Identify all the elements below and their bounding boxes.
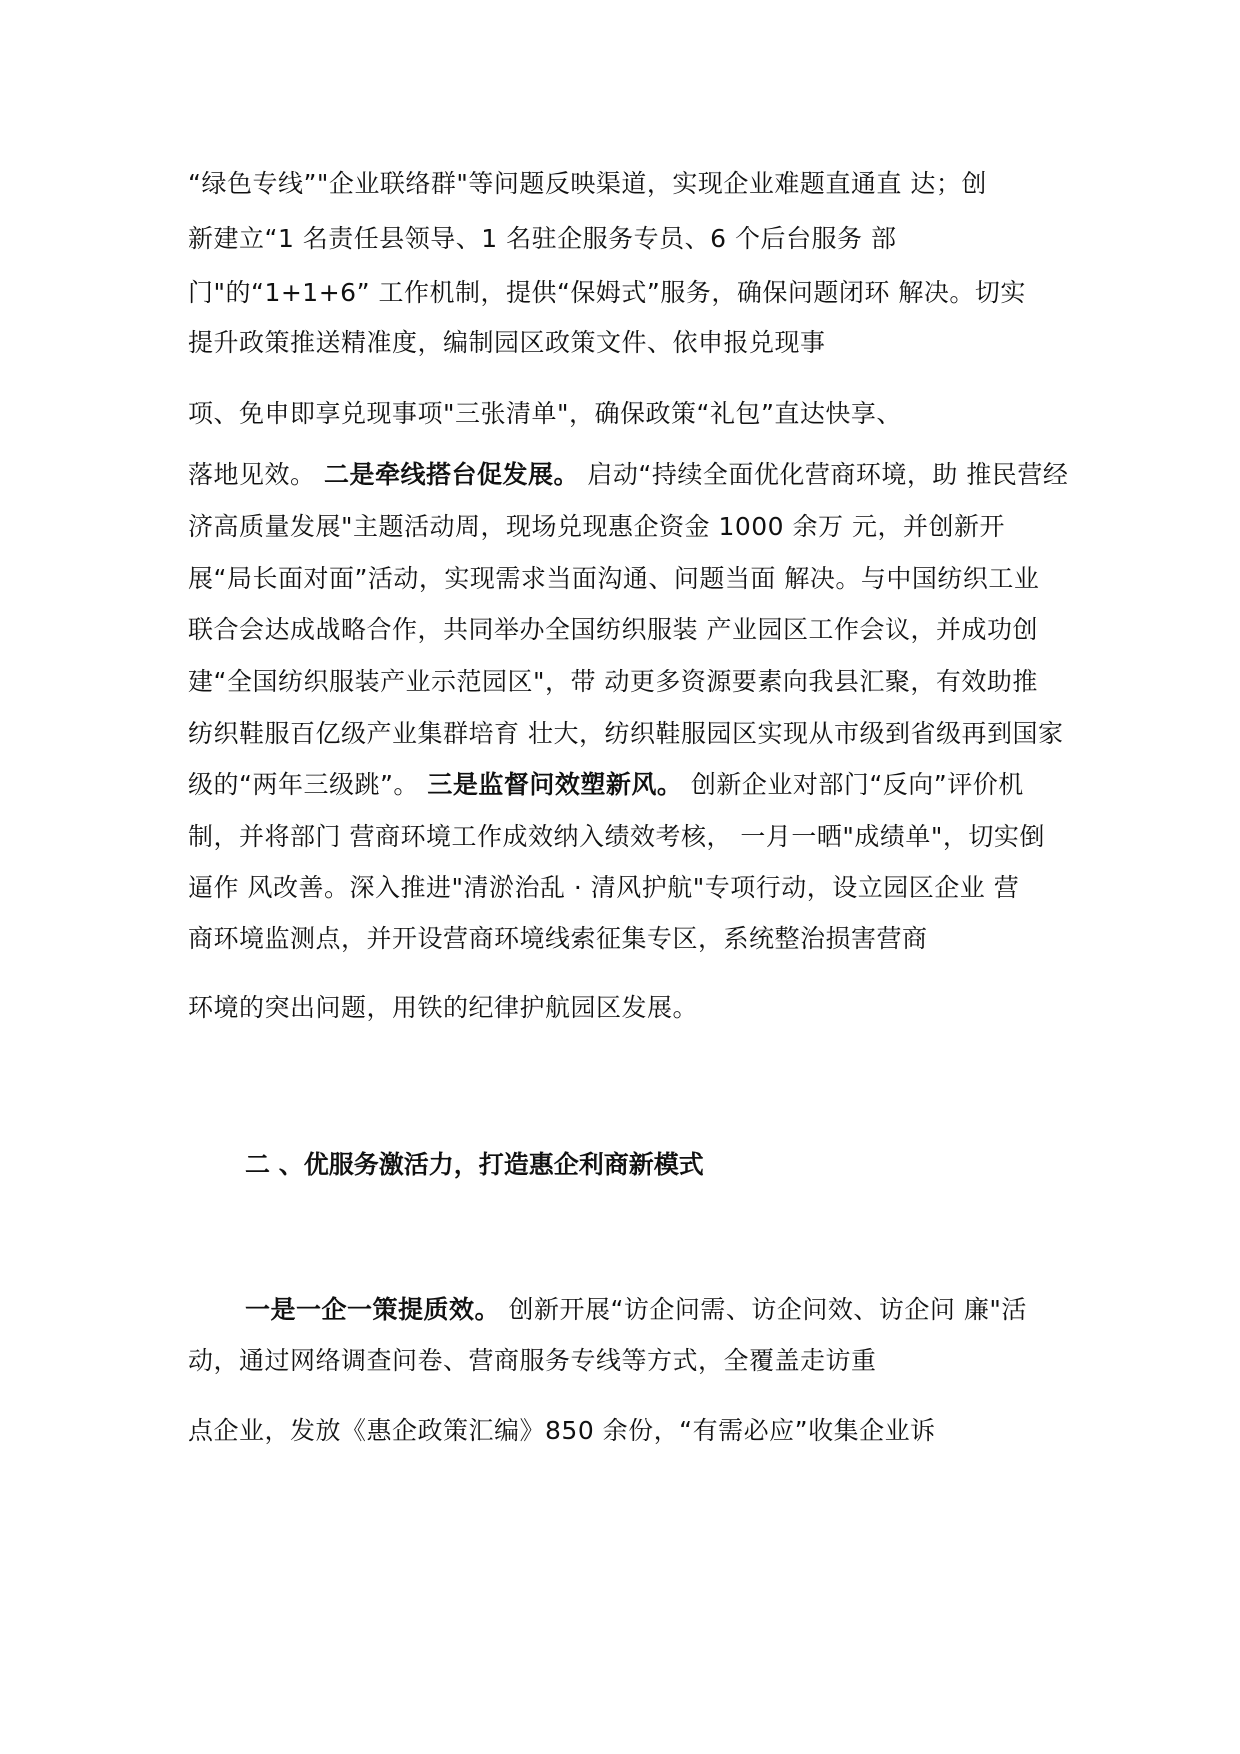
line-text: 落地见效。 <box>188 460 324 489</box>
bold-lead-phrase: 一是一企一策提质效。 <box>245 1295 501 1324</box>
paragraph-line: “绿色专线”"企业联络群"等问题反映渠道，实现企业难题直通直 达；创 <box>188 169 987 198</box>
paragraph-line: 点企业，发放《惠企政策汇编》850 余份，“有需必应”收集企业诉 <box>188 1416 936 1445</box>
line-text: 级的“两年三级跳”。 <box>188 770 428 799</box>
bold-lead-phrase: 三是监督问效塑新风。 <box>427 770 683 799</box>
paragraph-line: 纺织鞋服百亿级产业集群培育 壮大，纺织鞋服园区实现从市级到省级再到国家 <box>188 719 1064 748</box>
line-text: 启动“持续全面优化营商环境，助 推民营经 <box>578 460 1069 489</box>
paragraph-line <box>188 768 1024 802</box>
paragraph-line: 济高质量发展"主题活动周，现场兑现惠企资金 1000 余万 元，并创新开 <box>188 512 1005 541</box>
paragraph-line: 项、免申即享兑现事项"三张清单"，确保政策“礼包”直达快享、 <box>188 399 902 428</box>
paragraph-line: 制，并将部门 营商环境工作成效纳入绩效考核， 一月一晒"成绩单"，切实倒 <box>188 822 1045 851</box>
paragraph-line: 提升政策推送精准度，编制园区政策文件、依申报兑现事 <box>188 328 826 357</box>
paragraph-line: 建“全国纺织服装产业示范园区"，带 动更多资源要素向我县汇聚，有效助推 <box>188 667 1038 696</box>
paragraph-line: 门"的“1+1+6” 工作机制，提供“保姆式”服务，确保问题闭环 解决。切实 <box>188 278 1026 307</box>
paragraph-line: 展“局长面对面”活动，实现需求当面沟通、问题当面 解决。与中国纺织工业 <box>188 564 1040 593</box>
paragraph-line: 环境的突出问题，用铁的纪律护航园区发展。 <box>188 993 699 1022</box>
paragraph-line: 动，通过网络调查问卷、营商服务专线等方式，全覆盖走访重 <box>188 1346 877 1375</box>
paragraph-line: 联合会达成战略合作，共同举办全国纺织服装 产业园区工作会议，并成功创 <box>188 615 1038 644</box>
paragraph-line: 逼作 风改善。深入推进"清淤治乱 · 清风护航"专项行动，设立园区企业 营 <box>188 873 1020 902</box>
paragraph-line <box>245 1293 1027 1327</box>
line-text: 创新企业对部门“反向”评价机 <box>682 770 1024 799</box>
paragraph-line <box>188 458 1068 492</box>
section-heading: 二 、优服务激活力，打造惠企利商新模式 <box>245 1150 704 1179</box>
line-text: 创新开展“访企问需、访企问效、访企问 廉"活 <box>500 1295 1027 1324</box>
paragraph-line: 商环境监测点，并开设营商环境线索征集专区，系统整治损害营商 <box>188 924 928 953</box>
paragraph-line: 新建立“1 名责任县领导、1 名驻企服务专员、6 个后台服务 部 <box>188 224 897 253</box>
bold-lead-phrase: 二是牵线搭台促发展。 <box>323 460 579 489</box>
